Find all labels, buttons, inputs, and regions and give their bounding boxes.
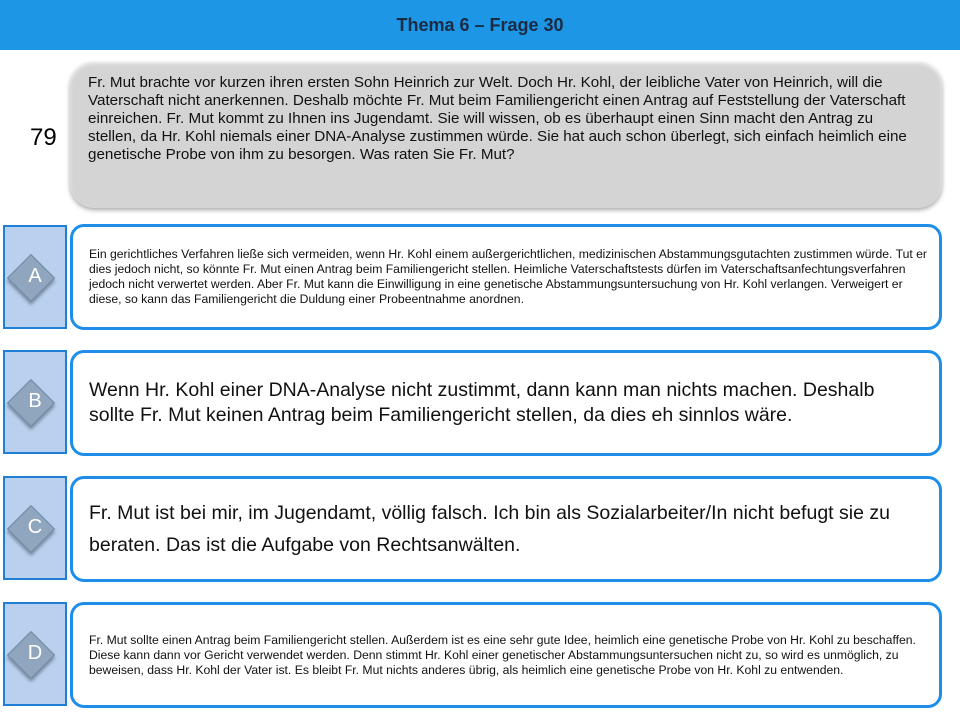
answer-a-letter: A bbox=[28, 265, 42, 287]
page-title: Thema 6 – Frage 30 bbox=[396, 14, 564, 35]
answer-b-text: Wenn Hr. Kohl einer DNA-Analyse nicht zustimmt, dann kann man nichts machen. Deshalb sollte Fr. Mut keinen Antrag beim Familiengericht stellen, da dies eh sinnlos wäre. bbox=[89, 379, 875, 426]
answer-a-text: Ein gerichtliches Verfahren ließe sich vermeiden, wenn Hr. Kohl einem außergerichtlichen, medizinischen Abstammungsgutachten zustimmen würde. Tut er dies jedoch nicht, so könnte Fr. Mut einen Antrag beim Familiengericht stellen. Heimliche Vaterschaftstests dürfen im Vaterschaftsanfechtungsverfahren jedoch nicht verwertet werden. Aber Fr. Mut kann die Einwilligung in eine genetische Abstammungsuntersuchung von Hr. Kohl verlangen. Verweigert er diese, so kann das Familiengericht die Duldung einer Probeentnahme anordnen. bbox=[89, 247, 927, 306]
question-box bbox=[70, 62, 942, 208]
answer-c-text: Fr. Mut ist bei mir, im Jugendamt, völlig falsch. Ich bin als Sozialarbeiter/In nicht befugt sie zu beraten. Das ist die Aufgabe von Rechtsanwälten. bbox=[89, 502, 890, 556]
header-bar bbox=[0, 0, 960, 50]
answer-b-option[interactable] bbox=[70, 350, 942, 456]
question-text: Fr. Mut brachte vor kurzen ihren ersten Sohn Heinrich zur Welt. Doch Hr. Kohl, der leibliche Vater von Heinrich, will die Vaterschaft nicht anerkennen. Deshalb möchte Fr. Mut beim Familiengericht einen Antrag auf Feststellung der Vaterschaft einreichen. Fr. Mut kommt zu Ihnen ins Jugendamt. Sie will wissen, ob es überhaupt einen Sinn macht den Antrag zu stellen, da Hr. Kohl niemals einer DNA-Analyse zustimmen würde. Sie hat auch schon überlegt, sich einfach heimlich eine genetische Probe von ihm zu besorgen. Was raten Sie Fr. Mut? bbox=[88, 74, 907, 163]
answer-c-letter: C bbox=[27, 516, 43, 538]
answer-b-letter: B bbox=[28, 390, 42, 412]
answer-d-text: Fr. Mut sollte einen Antrag beim Familiengericht stellen. Außerdem ist es eine sehr gute Idee, heimlich eine genetische Probe von Hr. Kohl zu beschaffen. Diese kann dann vor Gericht verwendet werden. Denn stimmt Hr. Kohl einer genetischer Abstammungsuntersuchen nicht zu, so wird es unmöglich, zu beweisen, dass Hr. Kohl der Vater ist. Es bleibt Fr. Mut nichts anderes übrig, als heimlich eine genetische Probe von Hr. Kohl zu entwenden. bbox=[89, 632, 916, 677]
answer-d-letter: D bbox=[27, 642, 43, 664]
answer-d-option[interactable] bbox=[70, 602, 942, 708]
answer-c-option[interactable] bbox=[70, 476, 942, 582]
answer-a-option[interactable] bbox=[70, 224, 942, 330]
question-number: 79 bbox=[30, 124, 57, 151]
